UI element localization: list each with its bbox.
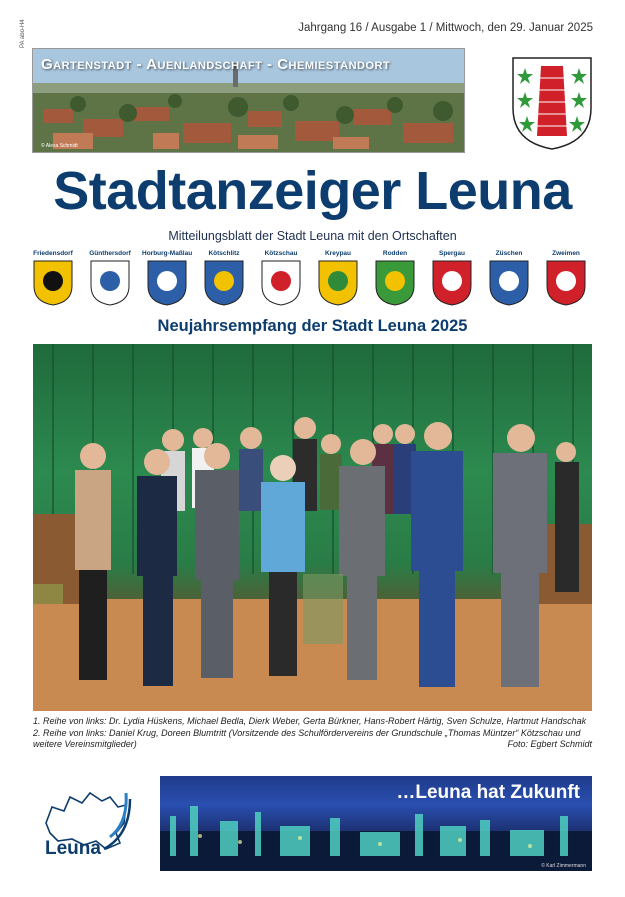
- caption-line-2-text: 2. Reihe von links: Daniel Krug, Doreen Blumtritt (Vorsitzende des Schulfördervereins der Grundschule „Thomas Müntzer“ Kötzschau und weitere Vereinsmitglieder): [33, 727, 581, 749]
- district-crest: [370, 250, 420, 306]
- district-crest: [142, 250, 192, 306]
- chemical-park-banner: [160, 776, 592, 871]
- district-crest-shield: [90, 260, 130, 306]
- photo-caption: [33, 716, 592, 751]
- district-crest: [28, 250, 78, 306]
- district-crest-shield: [546, 260, 586, 306]
- district-crest-name: Kreypau: [324, 250, 351, 257]
- side-tag: PA abo-H4: [20, 19, 26, 48]
- masthead-subtitle: Mitteilungsblatt der Stadt Leuna mit den Ortschaften: [168, 229, 457, 243]
- leuna-coat-of-arms: [511, 56, 593, 151]
- district-crest: [85, 250, 135, 306]
- caption-line-2: [33, 728, 592, 751]
- district-crest-shield: [33, 260, 73, 306]
- bottom-banner-credit: © Karl Zimmermann: [541, 863, 586, 869]
- district-crest-name: Rodden: [382, 250, 408, 257]
- district-crests-row: [28, 250, 598, 310]
- district-crest-name: Kötzschau: [264, 250, 298, 257]
- group-photo-illustration: [33, 344, 592, 711]
- district-crest-name: Günthersdorf: [89, 250, 131, 257]
- city-banner-photo: [32, 48, 465, 153]
- district-crest: [313, 250, 363, 306]
- district-crest-shield: [261, 260, 301, 306]
- district-crest: [256, 250, 306, 306]
- district-crest-shield: [204, 260, 244, 306]
- caption-line-1: 1. Reihe von links: Dr. Lydia Hüskens, Michael Bedla, Dierk Weber, Gerta Bürkner, Hans-Robert Härtig, Sven Schulze, Hartmut Handschak: [33, 716, 587, 726]
- district-crest-name: Züschen: [495, 250, 523, 257]
- article-headline: Neujahrsempfang der Stadt Leuna 2025: [157, 317, 468, 335]
- masthead-title: Stadtanzeiger Leuna: [53, 161, 572, 221]
- district-crest: [541, 250, 591, 306]
- district-crest-name: Spergau: [438, 250, 465, 257]
- district-crest-shield: [375, 260, 415, 306]
- banner-title: Gartenstadt - Auenlandschaft - Chemiestandort: [41, 56, 391, 73]
- issue-line: Jahrgang 16 / Ausgabe 1 / Mittwoch, den 29. Januar 2025: [298, 22, 593, 34]
- district-crest: [484, 250, 534, 306]
- district-crest-shield: [432, 260, 472, 306]
- banner-photo-credit: © Alexa Schmidt: [41, 143, 78, 149]
- district-crest-shield: [318, 260, 358, 306]
- district-crest-name: Horburg-Maßlau: [142, 250, 193, 257]
- district-crest-name: Kötschlitz: [208, 250, 240, 257]
- slogan: …Leuna hat Zukunft: [396, 782, 580, 803]
- district-crest: [199, 250, 249, 306]
- leuna-logo-text: Leuna: [45, 838, 101, 859]
- district-crest-shield: [147, 260, 187, 306]
- group-photo: [33, 344, 592, 711]
- district-crest-name: Zweimen: [552, 250, 580, 257]
- district-crest: [427, 250, 477, 306]
- district-crest-name: Friedensdorf: [33, 250, 73, 257]
- district-crest-shield: [489, 260, 529, 306]
- photo-credit: Foto: Egbert Schmidt: [507, 739, 592, 749]
